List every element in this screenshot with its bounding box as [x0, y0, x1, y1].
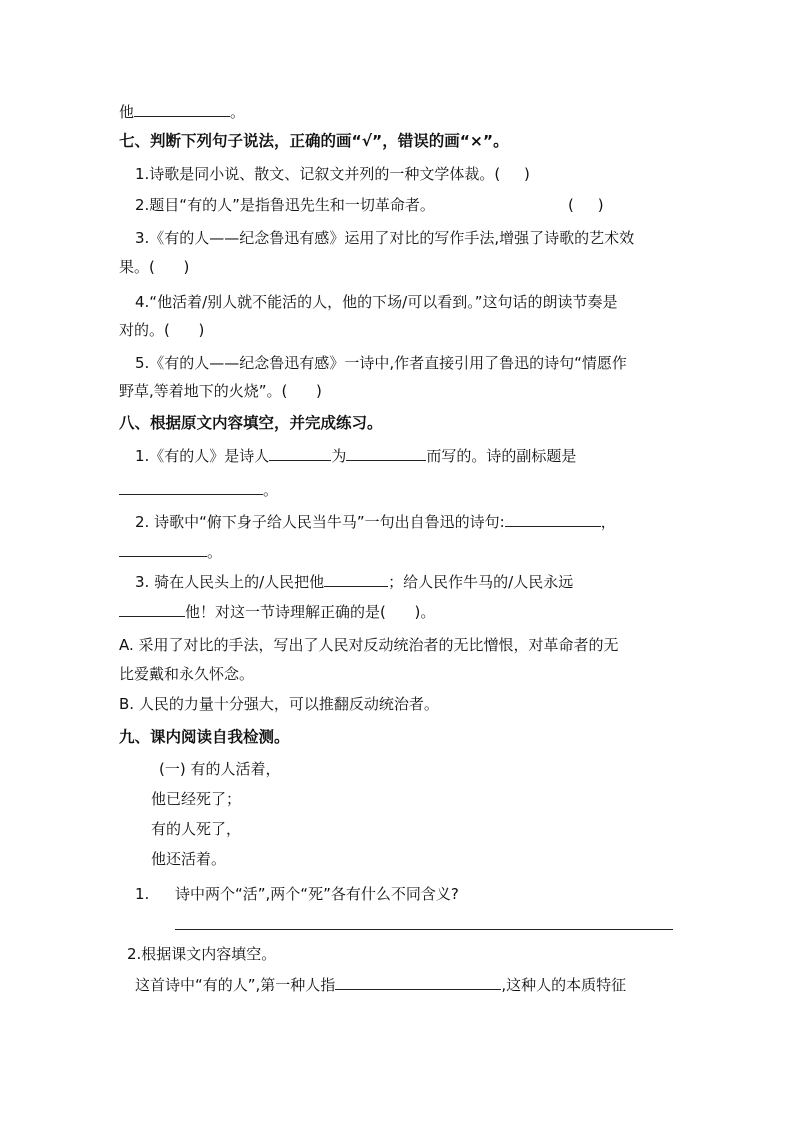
s8-q1-line1: 1.《有的人》是诗人 为 而写的。诗的副标题是 — [135, 447, 577, 465]
s9-q2-fill-line: 这首诗中“有的人”,第一种人指 ,这种人的本质特征 — [135, 976, 627, 994]
top-end: 。 — [230, 103, 246, 121]
s8-q2-blank-2[interactable] — [119, 542, 207, 557]
s9-q1-answer-line[interactable] — [175, 929, 673, 930]
s8-option-b: B. 人民的力量十分强大，可以推翻反动统治者。 — [119, 695, 439, 713]
s8-q1-line2: 。 — [119, 480, 278, 500]
s8-option-a-line2: 比爱戴和永久怀念。 — [119, 665, 255, 683]
s8-q2-line1: 2. 诗歌中“俯下身子给人民当牛马”一句出自鲁迅的诗句: ， — [135, 513, 616, 531]
s8-q2-line2: 。 — [119, 542, 222, 562]
poem-line-1: (一) 有的人活着， — [159, 760, 281, 778]
s7-q4-line2: 对的。( ) — [119, 321, 205, 339]
s7-q3-line2: 果。( ) — [119, 258, 190, 276]
s9-q2: 2.根据课文内容填空。 — [127, 945, 277, 963]
s8-q2-blank-1[interactable] — [505, 512, 601, 527]
section-8-title: 八、根据原文内容填空，并完成练习。 — [119, 414, 383, 432]
s8-q3-blank-1[interactable] — [324, 572, 388, 587]
s9-q1-number: 1. — [135, 885, 150, 903]
top-lead: 他 — [119, 103, 135, 121]
s7-q2: 2.题目“有的人”是指鲁迅先生和一切革命者。 — [135, 196, 435, 214]
top-blank[interactable] — [134, 102, 230, 117]
s7-q5-line1: 5.《有的人——纪念鲁迅有感》一诗中,作者直接引用了鲁迅的诗句“情愿作 — [135, 354, 627, 372]
s7-q5-line2: 野草,等着地下的火烧”。( ) — [119, 382, 322, 400]
poem-line-3: 有的人死了， — [151, 820, 242, 838]
s9-q2-blank[interactable] — [335, 975, 501, 990]
poem-line-2: 他已经死了； — [151, 790, 242, 808]
s8-q3-blank-2[interactable] — [119, 602, 185, 617]
s7-q4-line1: 4.“他活着/别人就不能活的人，他的下场/可以看到。”这句话的朗读节奏是 — [135, 293, 618, 311]
s8-q3-line1: 3. 骑在人民头上的/人民把他 ；给人民作牛马的/人民永远 — [135, 573, 574, 591]
s8-q1-blank-subtitle[interactable] — [119, 480, 263, 495]
s8-option-a-line1: A. 采用了对比的手法，写出了人民对反动统治者的无比憎恨，对革命者的无 — [119, 636, 619, 654]
s7-q1: 1.诗歌是同小说、散文、记叙文并列的一种文学体裁。( ) — [135, 165, 530, 183]
s9-q1-text: 诗中两个“活”,两个“死”各有什么不同含义? — [175, 885, 459, 903]
section-7-title: 七、判断下列句子说法，正确的画“√”，错误的画“×”。 — [119, 132, 509, 150]
line-top-fill — [119, 102, 245, 122]
s8-q1-blank-poet[interactable] — [269, 446, 331, 461]
poem-line-4: 他还活着。 — [151, 850, 227, 868]
s7-q3-line1: 3.《有的人——纪念鲁迅有感》运用了对比的写作手法,增强了诗歌的艺术效 — [135, 229, 635, 247]
s8-q1-blank-subject[interactable] — [346, 446, 426, 461]
s8-q3-line2: 他！对这一节诗理解正确的是( )。 — [119, 602, 435, 622]
section-9-title: 九、课内阅读自我检测。 — [119, 728, 290, 746]
s7-q2-answer-paren[interactable]: ( ) — [568, 196, 604, 214]
